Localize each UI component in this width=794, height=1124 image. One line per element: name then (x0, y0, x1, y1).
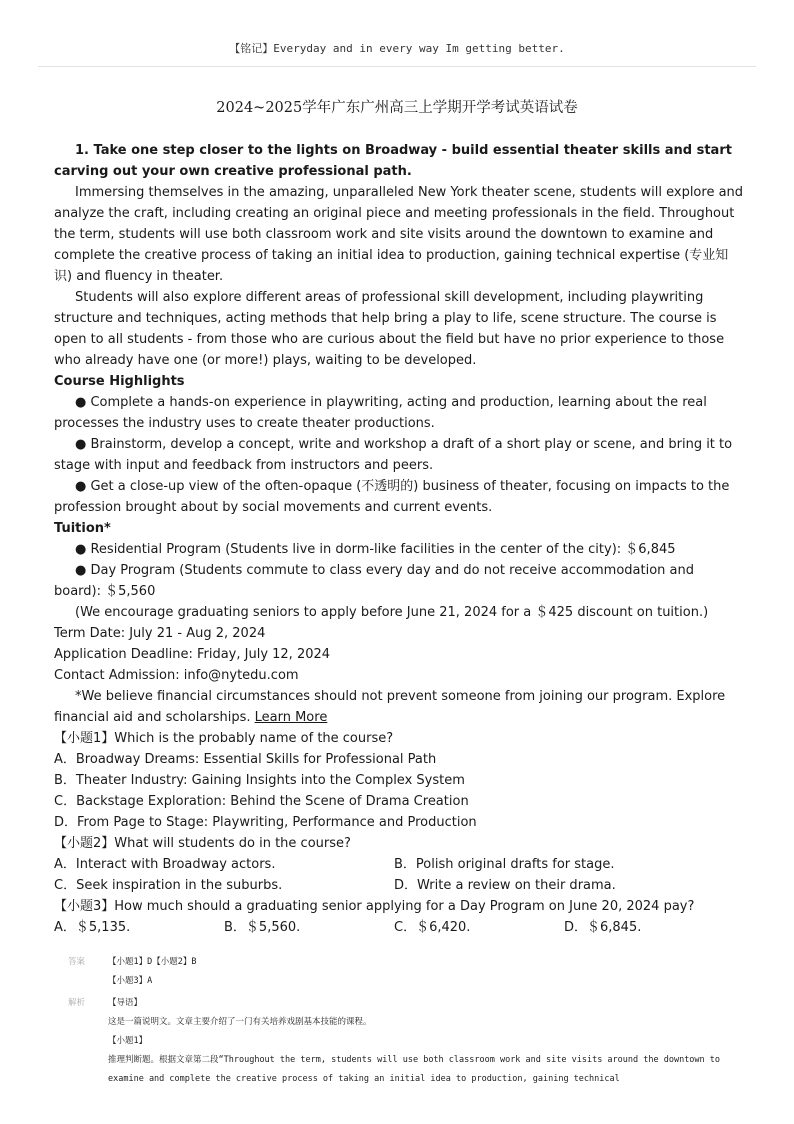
financial-note-text: *We believe financial circumstances should not prevent someone from joining our program. Explore financial aid and scholarships. (54, 689, 726, 725)
question-2-option-c[interactable]: C．Seek inspiration in the suburbs. (54, 878, 283, 893)
application-deadline: Application Deadline: Friday, July 12, 2024 (54, 647, 331, 662)
highlight-item: ● Get a close-up view of the often-opaque (不透明的) business of theater, focusing on impacts to the profession brought about by social movements and current events. (54, 479, 730, 515)
header-motto: 【铭记】Everyday and in every way Im getting better. (229, 42, 565, 55)
highlight-item: ● Brainstorm, develop a concept, write and workshop a draft of a short play or scene, and bring it to stage with input and feedback from instructors and peers. (54, 437, 733, 473)
analysis-q1-title: 【小题1】 (108, 1036, 148, 1046)
question-2-options-row-2 (54, 875, 744, 896)
question-3-options-row (54, 917, 744, 938)
discount-note: (We encourage graduating seniors to apply before June 21, 2024 for a ＄425 discount on tuition.) (75, 605, 709, 620)
exam-content (54, 140, 744, 938)
question-2-options-row-1 (54, 854, 744, 875)
analysis-q1-text: 推理判断题。根据文章第二段“Throughout the term, students will use both classroom work and site visits around the downtown to examine and complete the creative process of taking an initial idea to production, gaining technical (108, 1055, 721, 1084)
question-2-option-d[interactable]: D．Write a review on their drama. (394, 878, 616, 893)
answer-line-2: 【小题3】A (108, 976, 153, 986)
question-2-option-b[interactable]: B．Polish original drafts for stage. (394, 857, 615, 872)
question-1-option-c[interactable]: C．Backstage Exploration: Behind the Scene of Drama Creation (54, 794, 469, 809)
answer-label: 答案 (68, 957, 86, 967)
question-2-stem: 【小题2】What will students do in the course? (54, 836, 351, 851)
question-3-option-a[interactable]: A．＄5,135. (54, 920, 131, 935)
question-1-option-d[interactable]: D．From Page to Stage: Playwriting, Performance and Production (54, 815, 477, 830)
question-2-option-a[interactable]: A．Interact with Broadway actors. (54, 857, 276, 872)
highlight-item: ● Complete a hands-on experience in playwriting, acting and production, learning about the real processes the industry uses to create theater productions. (54, 395, 707, 431)
tuition-item: ● Day Program (Students commute to class every day and do not receive accommodation and board): ＄5,560 (54, 563, 694, 599)
answer-section (68, 953, 728, 1089)
question-1-option-b[interactable]: B．Theater Industry: Gaining Insights into the Complex System (54, 773, 465, 788)
passage-heading: 1. Take one step closer to the lights on Broadway - build essential theater skills and start carving out your own creative professional path. (54, 143, 732, 179)
passage-paragraph-1: Immersing themselves in the amazing, unparalleled New York theater scene, students will explore and analyze the craft, including creating an original piece and meeting professionals in the field. Throughout the term, students will use both classroom work and site visits around the downtown to examine and complete the creative process of taking an initial idea to production, gaining technical expertise (专业知识) and fluency in theater. (54, 185, 744, 284)
page-title: 2024~2025学年广东广州高三上学期开学考试英语试卷 (216, 100, 578, 116)
header-divider (38, 66, 756, 67)
question-3-option-c[interactable]: C．＄6,420. (394, 920, 471, 935)
question-3-stem: 【小题3】How much should a graduating senior applying for a Day Program on June 20, 2024 pay? (54, 899, 695, 914)
answer-line-1: 【小题1】D【小题2】B (108, 957, 197, 967)
question-3-option-d[interactable]: D．＄6,845. (564, 920, 642, 935)
tuition-item: ● Residential Program (Students live in dorm-like facilities in the center of the city): ＄6,845 (75, 542, 676, 557)
financial-note (54, 686, 744, 728)
contact-admission: Contact Admission: info@nytedu.com (54, 668, 299, 683)
question-1-stem: 【小题1】Which is the probably name of the course? (54, 731, 394, 746)
analysis-guide-title: 【导语】 (108, 998, 143, 1008)
passage-paragraph-2: Students will also explore different areas of professional skill development, including playwriting structure and techniques, acting methods that help bring a play to life, scene structure. The course is open to all students - from those who are curious about the field but have no prior experience to those who already have one (or more!) plays, waiting to be developed. (54, 290, 725, 368)
analysis-guide-text: 这是一篇说明文。文章主要介绍了一门有关培养戏剧基本技能的课程。 (108, 1017, 372, 1027)
tuition-title: Tuition* (54, 521, 111, 536)
question-3-option-b[interactable]: B．＄5,560. (224, 920, 301, 935)
term-date: Term Date: July 21 - Aug 2, 2024 (54, 626, 266, 641)
question-1-option-a[interactable]: A．Broadway Dreams: Essential Skills for Professional Path (54, 752, 437, 767)
analysis-label: 解析 (68, 998, 86, 1008)
highlights-title: Course Highlights (54, 374, 185, 389)
learn-more-link[interactable]: Learn More (254, 710, 328, 725)
